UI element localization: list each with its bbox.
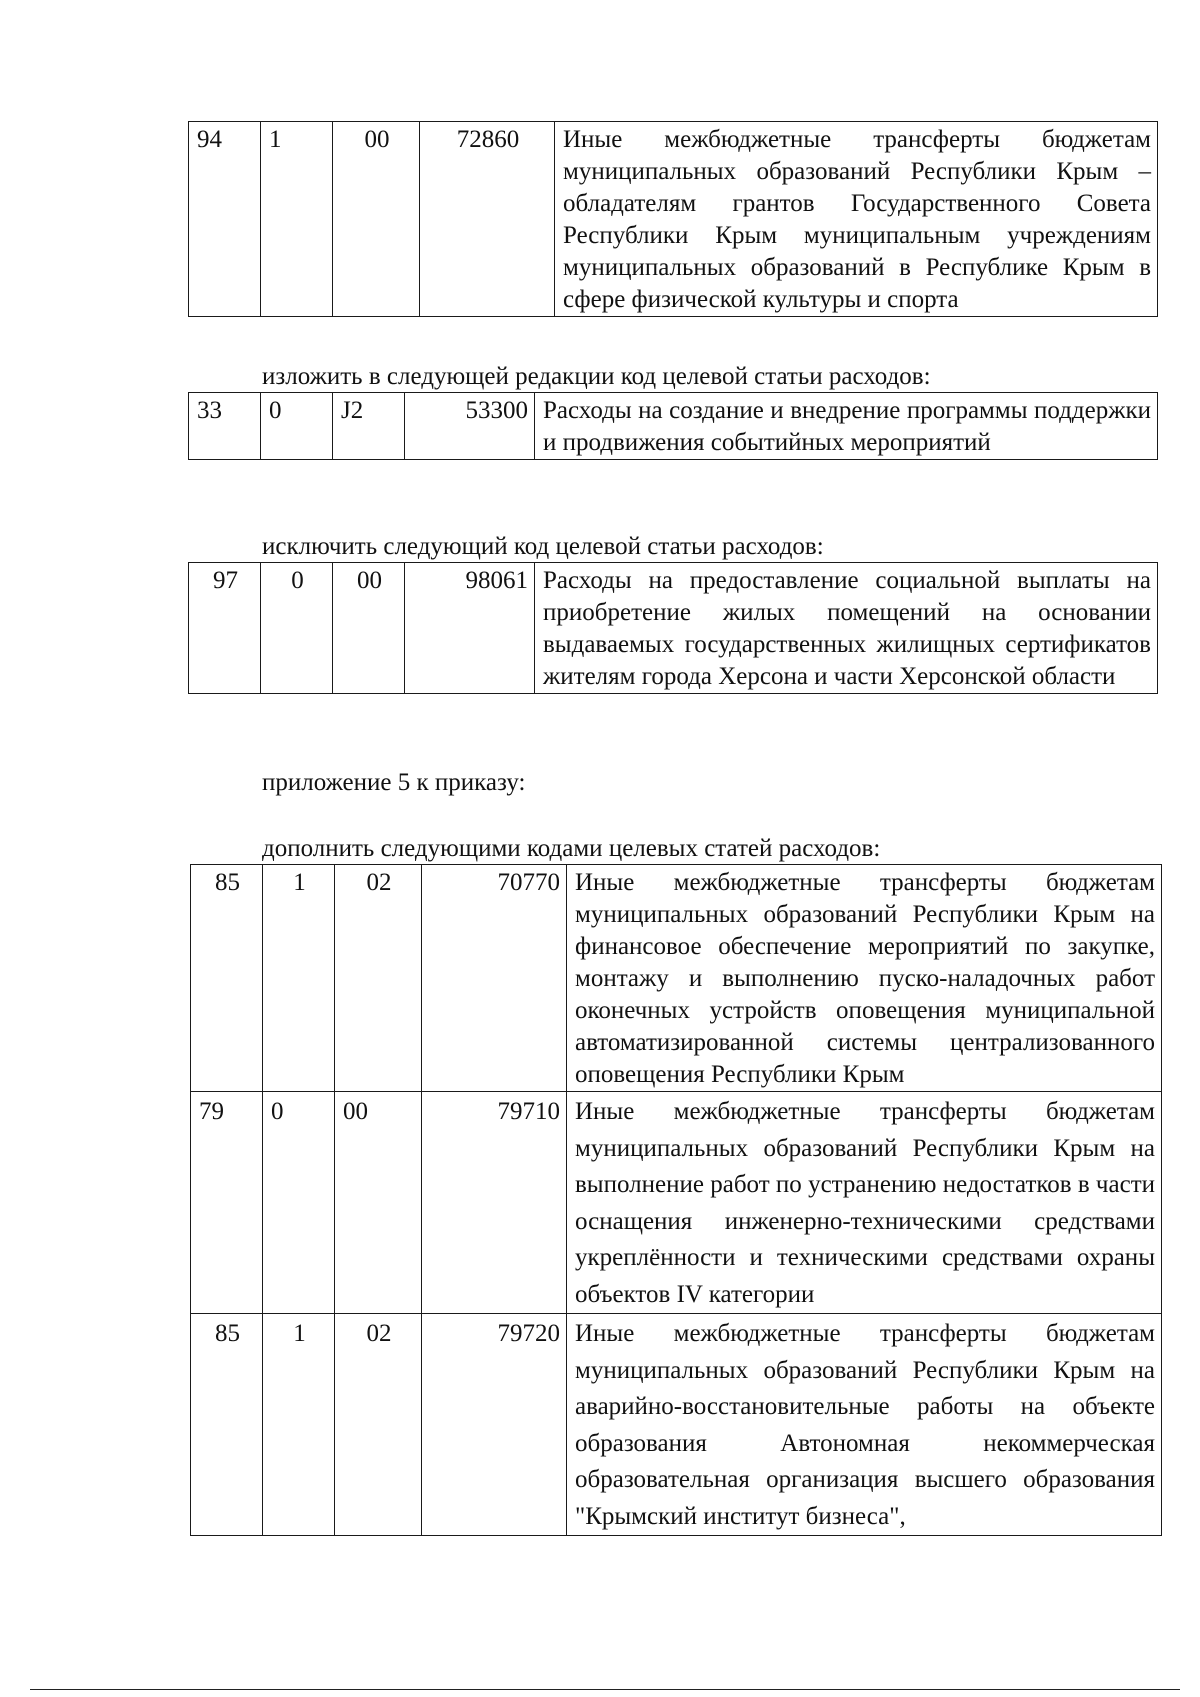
instruction-paragraph: изложить в следующей редакции код целевой статьи расходов: [262,363,931,390]
code-direction: 79720 [422,1314,567,1536]
code-subprogram: 0 [263,1092,335,1314]
code-subprogram: 0 [261,393,333,460]
code-subprogram: 1 [263,1314,335,1536]
code-main-event: J2 [333,393,405,460]
code-program: 33 [189,393,261,460]
code-main-event: 00 [335,1092,422,1314]
code-direction: 72860 [420,122,555,317]
code-program: 79 [191,1092,263,1314]
target-code-table-3 [188,562,1158,694]
table-row [191,865,1162,1092]
code-program: 94 [189,122,261,317]
code-main-event: 00 [333,563,405,694]
code-description: Иные межбюджетные трансферты бюджетам муниципальных образований Республики Крым – обладателям грантов Государственного Совета Республики Крым муниципальным учреждениям муниципальных образований в Республике Крым в сфере физической культуры и спорта [555,122,1158,317]
code-program: 85 [191,865,263,1092]
code-main-event: 02 [335,865,422,1092]
code-program: 85 [191,1314,263,1536]
code-description: Расходы на предоставление социальной выплаты на приобретение жилых помещений на основании выдаваемых государственных жилищных сертификатов жителям города Херсона и части Херсонской области [535,563,1158,694]
table-row [189,563,1158,694]
code-direction: 98061 [405,563,535,694]
code-direction: 70770 [422,865,567,1092]
code-direction: 79710 [422,1092,567,1314]
code-program: 97 [189,563,261,694]
code-main-event: 00 [333,122,420,317]
instruction-paragraph: исключить следующий код целевой статьи расходов: [262,533,824,560]
table-row [191,1092,1162,1314]
code-main-event: 02 [335,1314,422,1536]
code-subprogram: 1 [263,865,335,1092]
code-description: Иные межбюджетные трансферты бюджетам муниципальных образований Республики Крым на финансовое обеспечение мероприятий по закупке, монтажу и выполнению пуско-наладочных работ оконечных устройств оповещения муниципальной автоматизированной системы централизованного оповещения Республики Крым [567,865,1162,1092]
table-row [191,1314,1162,1536]
target-code-table-1 [188,121,1158,317]
footer-divider [30,1689,1180,1690]
code-subprogram: 0 [261,563,333,694]
code-description: Иные межбюджетные трансферты бюджетам муниципальных образований Республики Крым на аварийно-восстановительные работы на объекте образования Автономная некоммерческая образовательная организация высшего образования "Крымский институт бизнеса", [567,1314,1162,1536]
table-row [189,393,1158,460]
code-subprogram: 1 [261,122,333,317]
target-code-table-2 [188,392,1158,460]
code-description: Иные межбюджетные трансферты бюджетам муниципальных образований Республики Крым на выполнение работ по устранению недостатков в части оснащения инженерно-техническими средствами укреплённости и техническими средствами охраны объектов IV категории [567,1092,1162,1314]
appendix-heading: приложение 5 к приказу: [262,769,526,796]
code-direction: 53300 [405,393,535,460]
code-description: Расходы на создание и внедрение программы поддержки и продвижения событийных мероприятий [535,393,1158,460]
target-code-table-4 [190,864,1162,1536]
table-row [189,122,1158,317]
instruction-paragraph: дополнить следующими кодами целевых статей расходов: [262,835,881,862]
